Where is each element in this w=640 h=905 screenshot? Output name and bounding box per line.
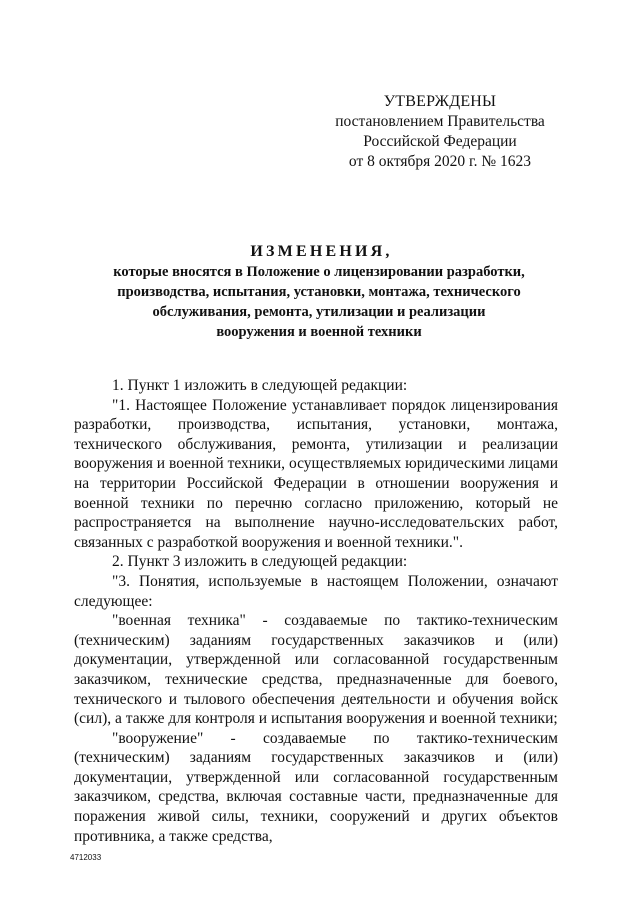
document-subtitle <box>84 262 554 342</box>
paragraph-clause-1: "1. Настоящее Положение устанавливает порядок лицензирования разработки, производства, испытания, установки, монтажа, технического обслуживания, ремонта, утилизации и реализации вооружения и военной техники, осуществляемых юридическими лицами на территории Российской Федерации в отношении вооружения и военной техники по перечню согласно приложению, который не распространяется на выполнение научно-исследовательских работ, связанных с разработкой вооружения и военной техники.". <box>74 396 558 551</box>
paragraph-clause-3: "3. Понятия, используемые в настоящем Положении, означают следующее: <box>74 572 558 610</box>
paragraph-item-2: 2. Пункт 3 изложить в следующей редакции: <box>112 553 408 571</box>
approval-heading: УТВЕРЖДЕНЫ <box>383 93 497 110</box>
paragraph-definition-military-equipment: "военная техника" - создаваемые по тактико-техническим (техническим) заданиям государственных заказчиков и (или) документации, утвержденной или согласованной государственным заказчиком, технические средства, предназначенные для боевого, технического и тылового обеспечения деятельности и обучения войск (сил), а также для контроля и испытания вооружения и военной техники; <box>74 612 558 728</box>
approval-line: Российской Федерации <box>363 133 517 150</box>
approval-line: постановлением Правительства <box>335 113 545 130</box>
subtitle-line: производства, испытания, установки, монтажа, технического <box>117 284 521 300</box>
subtitle-line: обслуживания, ремонта, утилизации и реализации <box>152 304 486 320</box>
document-number: 4712033 <box>70 853 102 862</box>
paragraph-definition-armament: "вооружение" - создаваемые по тактико-техническим (техническим) заданиям государственных заказчиков и (или) документации, утвержденной или согласованной государственным заказчиком, средства, включая составные части, предназначенные для поражения живой силы, техники, сооружений и других объектов противника, а также средства, <box>74 729 558 845</box>
document-title: ИЗМЕНЕНИЯ, <box>250 243 393 260</box>
approval-block <box>330 92 550 172</box>
document-body <box>74 376 558 846</box>
subtitle-line: которые вносятся в Положение о лицензировании разработки, <box>113 264 525 280</box>
subtitle-line: вооружения и военной техники <box>216 324 422 340</box>
paragraph-item-1: 1. Пункт 1 изложить в следующей редакции: <box>112 377 408 394</box>
approval-line: от 8 октября 2020 г. № 1623 <box>348 153 532 170</box>
